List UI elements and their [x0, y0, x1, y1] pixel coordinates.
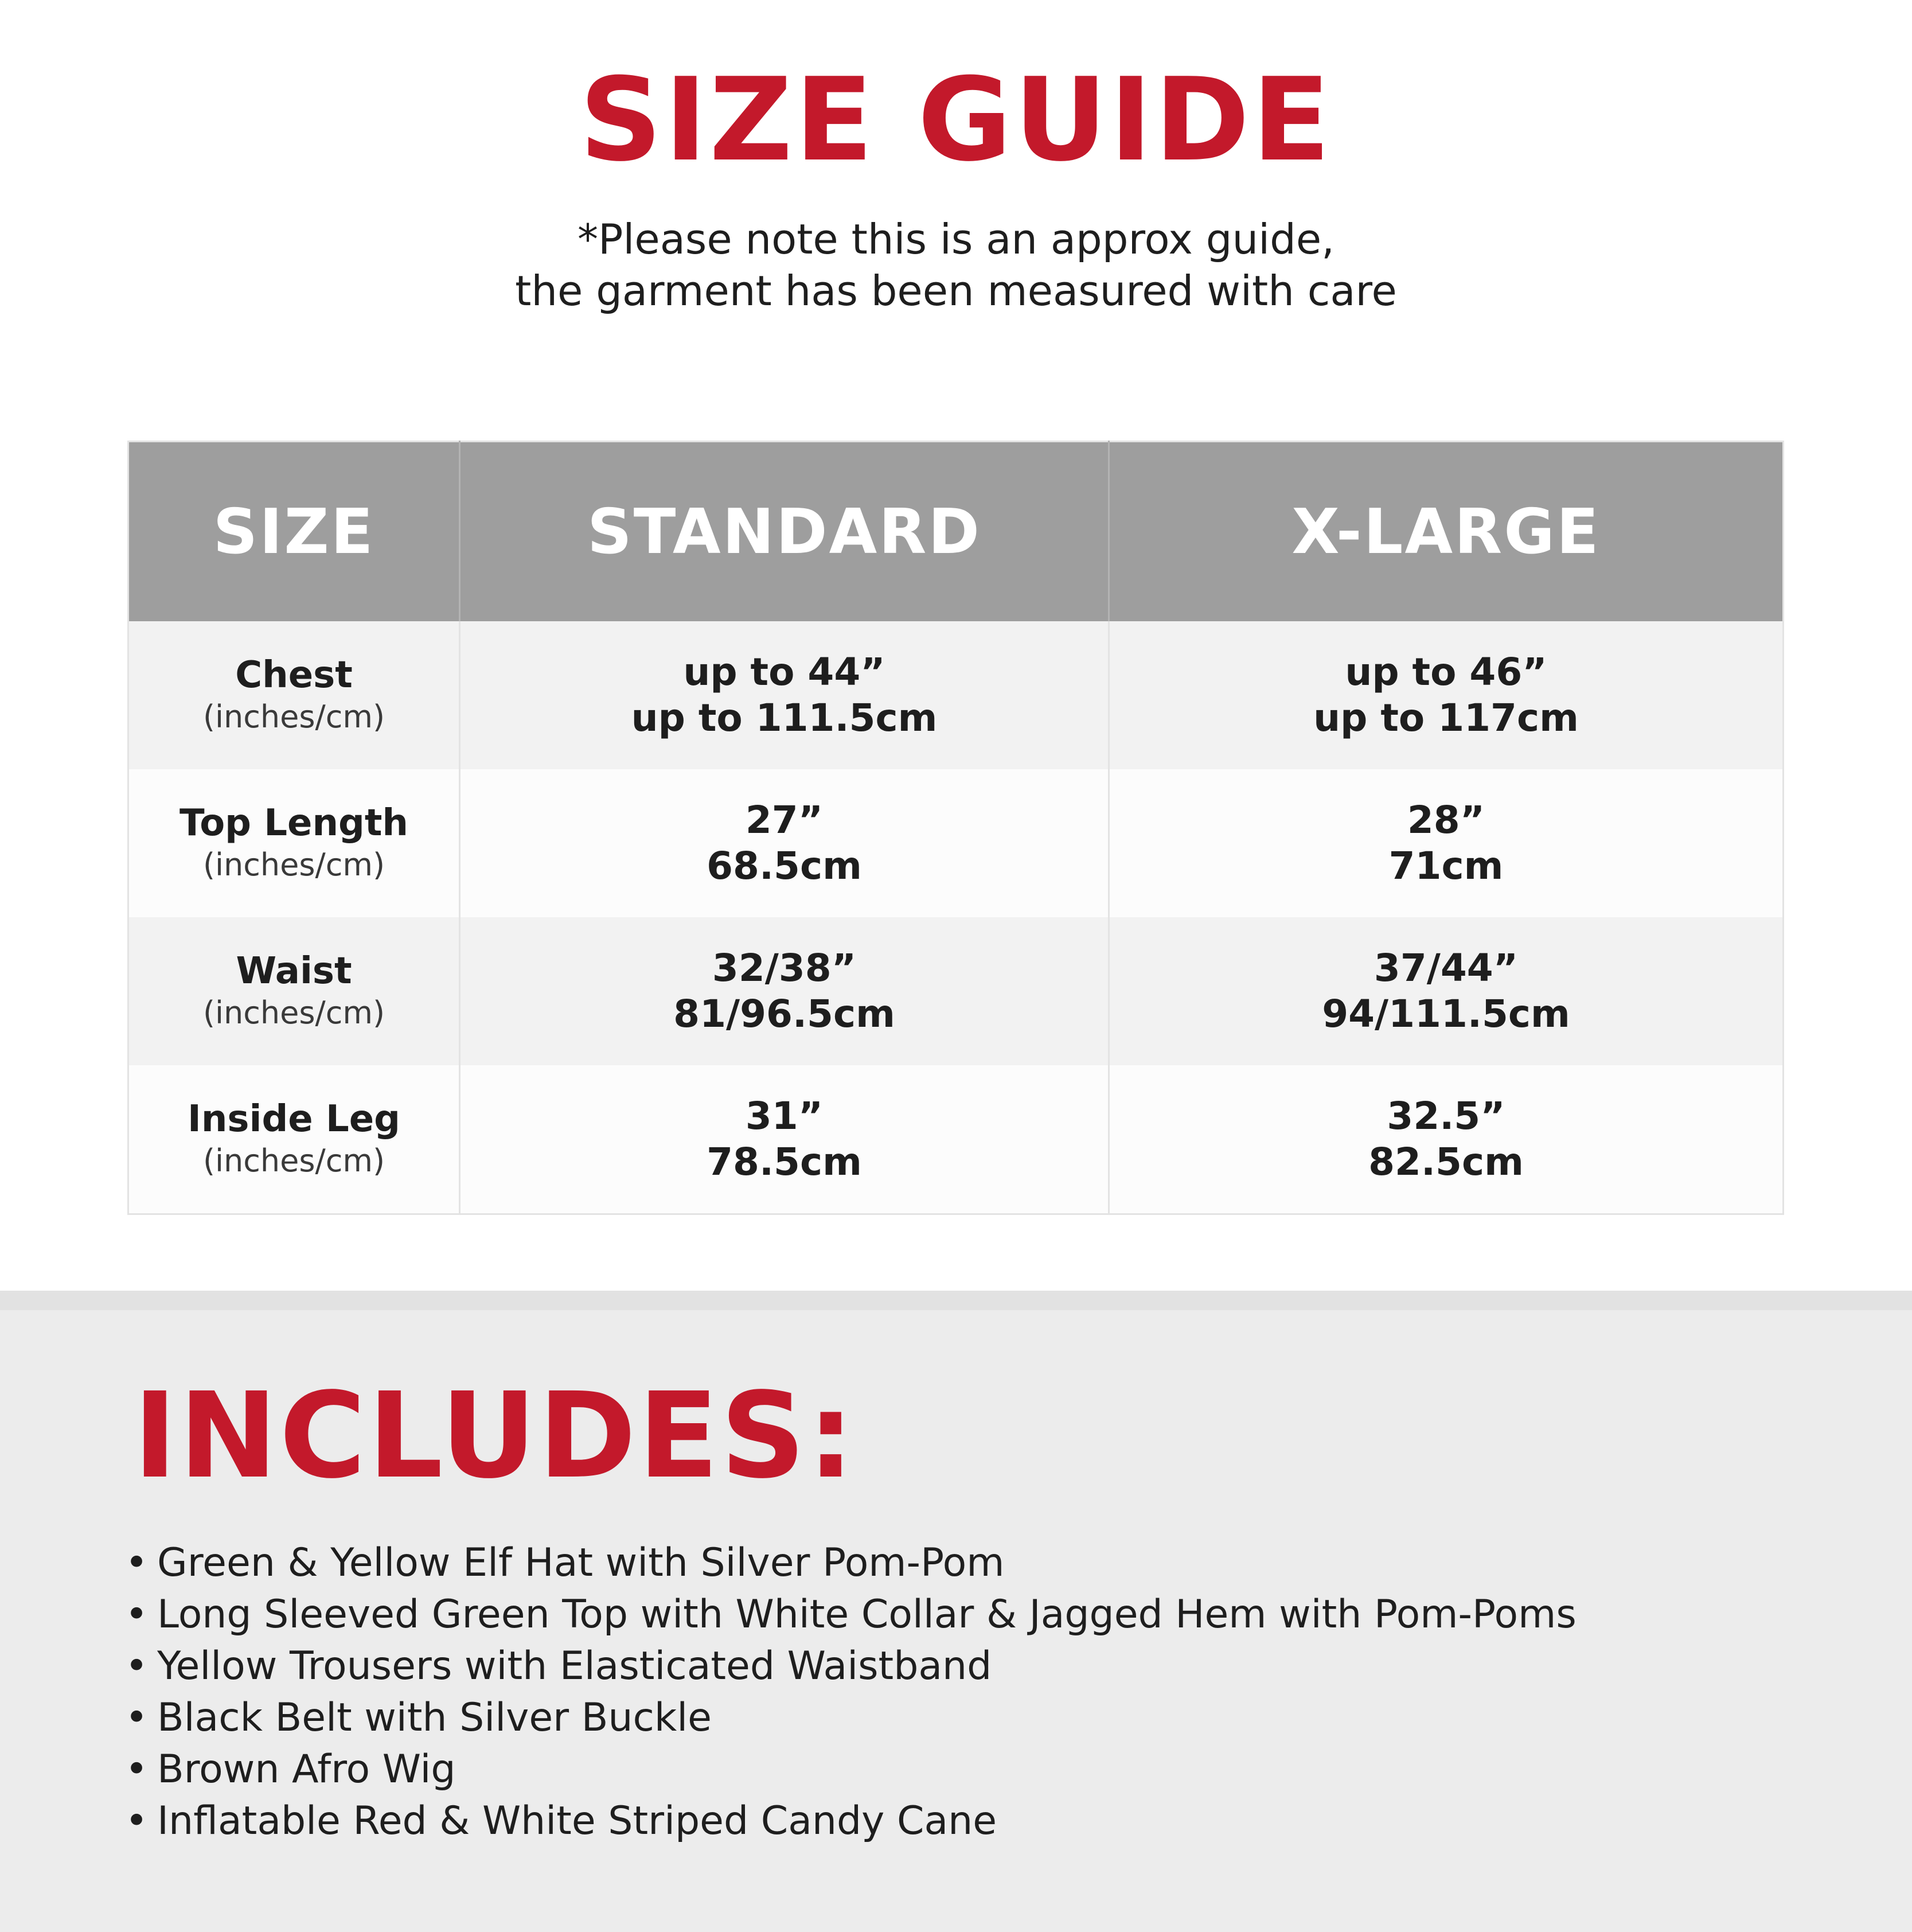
bullet-icon: •: [125, 1747, 149, 1792]
measure-unit: (inches/cm): [202, 995, 385, 1031]
standard-cm: up to 111.5cm: [631, 696, 938, 740]
standard-inches: up to 44”: [683, 650, 885, 694]
xlarge-inches: 32.5”: [1387, 1094, 1505, 1138]
measure-name: Top Length: [180, 802, 408, 844]
xlarge-cm: 71cm: [1388, 844, 1504, 888]
list-item: [125, 1795, 1577, 1847]
bullet-icon: •: [125, 1592, 149, 1637]
item-text: Green & Yellow Elf Hat with Silver Pom-Pom: [157, 1540, 1005, 1586]
bullet-icon: •: [125, 1695, 149, 1740]
xlarge-cm: 82.5cm: [1368, 1140, 1524, 1184]
measure-cell: [128, 917, 460, 1065]
bullet-icon: •: [125, 1540, 149, 1586]
xlarge-cell: [1109, 917, 1784, 1065]
xlarge-cell: [1109, 621, 1784, 769]
list-item: [125, 1692, 1577, 1744]
column-header-standard: STANDARD: [460, 442, 1109, 622]
xlarge-cell: [1109, 1065, 1784, 1214]
xlarge-inches: 37/44”: [1373, 946, 1519, 990]
standard-cm: 81/96.5cm: [673, 992, 895, 1036]
item-text: Inflatable Red & White Striped Candy Cane: [157, 1798, 997, 1844]
xlarge-inches: up to 46”: [1345, 650, 1547, 694]
standard-cell: [460, 917, 1109, 1065]
item-text: Yellow Trousers with Elasticated Waistband: [157, 1643, 992, 1689]
includes-title: INCLUDES:: [133, 1367, 856, 1505]
measure-cell: [128, 1065, 460, 1214]
measure-name: Waist: [236, 950, 352, 992]
standard-cell: [460, 769, 1109, 917]
includes-list: [125, 1537, 1577, 1847]
list-item: [125, 1537, 1577, 1589]
approx-guide-note: [0, 213, 1912, 317]
standard-cell: [460, 621, 1109, 769]
bullet-icon: •: [125, 1798, 149, 1844]
includes-panel: [0, 1291, 1912, 1932]
xlarge-inches: 28”: [1407, 798, 1485, 842]
standard-inches: 32/38”: [712, 946, 857, 990]
size-table: [127, 441, 1784, 1215]
measure-unit: (inches/cm): [202, 847, 385, 883]
xlarge-cm: up to 117cm: [1313, 696, 1579, 740]
note-line-1: *Please note this is an approx guide,: [577, 215, 1335, 263]
measure-cell: [128, 769, 460, 917]
xlarge-cell: [1109, 769, 1784, 917]
column-header-size: SIZE: [128, 442, 460, 622]
table-row-waist: [128, 917, 1784, 1065]
standard-inches: 27”: [745, 798, 824, 842]
column-header-xlarge: X-LARGE: [1109, 442, 1784, 622]
list-item: [125, 1641, 1577, 1692]
xlarge-cm: 94/111.5cm: [1322, 992, 1570, 1036]
table-row-top-length: [128, 769, 1784, 917]
measure-cell: [128, 621, 460, 769]
measure-unit: (inches/cm): [202, 1143, 385, 1179]
list-item: [125, 1589, 1577, 1641]
note-line-2: the garment has been measured with care: [515, 267, 1397, 315]
list-item: [125, 1744, 1577, 1795]
standard-cm: 78.5cm: [707, 1140, 862, 1184]
standard-cell: [460, 1065, 1109, 1214]
measure-name: Inside Leg: [188, 1098, 400, 1140]
measure-name: Chest: [235, 654, 353, 696]
item-text: Brown Afro Wig: [157, 1747, 456, 1792]
measure-unit: (inches/cm): [202, 699, 385, 735]
item-text: Long Sleeved Green Top with White Collar & Jagged Hem with Pom-Poms: [157, 1592, 1577, 1637]
table-row-chest: [128, 621, 1784, 769]
page-title: SIZE GUIDE: [579, 53, 1333, 187]
standard-inches: 31”: [745, 1094, 824, 1138]
item-text: Black Belt with Silver Buckle: [157, 1695, 712, 1740]
size-table-header-row: [128, 442, 1784, 622]
table-row-inside-leg: [128, 1065, 1784, 1214]
standard-cm: 68.5cm: [707, 844, 862, 888]
bullet-icon: •: [125, 1643, 149, 1689]
